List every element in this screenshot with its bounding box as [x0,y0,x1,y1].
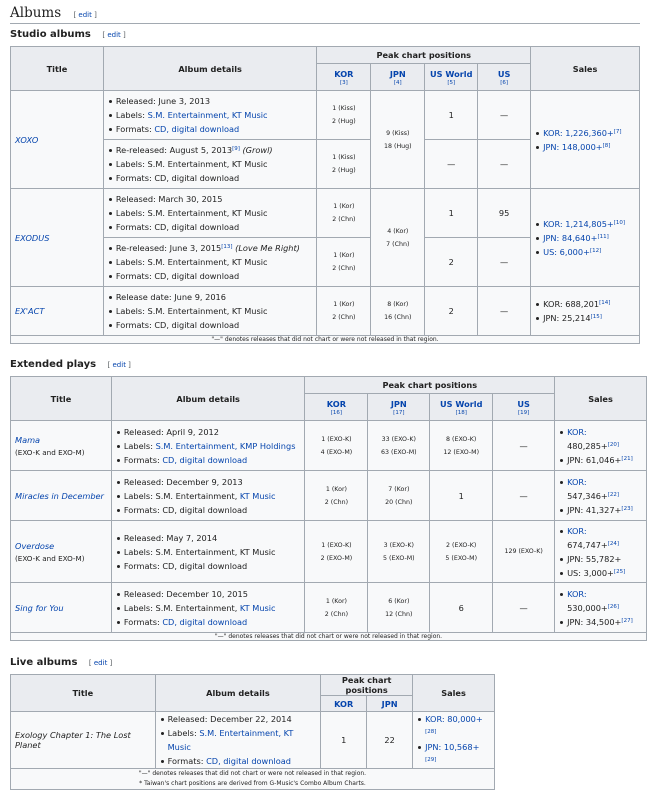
detail-released: Release date: June 9, 2016 [116,290,313,304]
sales-item: JPN: 34,500+[27] [567,615,642,629]
album-details [111,471,305,521]
detail-released: Released: December 9, 2013 [124,475,301,489]
studio-albums-table [10,46,640,344]
chart-us-world: 1 [425,91,478,140]
sales-cell [555,421,647,471]
table-row [11,287,640,336]
detail-formats: Formats: CD, digital download [124,615,301,629]
chart-jpn: 6 (Kor) 12 (Chn) [368,583,430,633]
edit-link[interactable]: edit [107,31,121,39]
chart-jpn: 7 (Kor) 20 (Chn) [368,471,430,521]
sales-item: KOR: 480,285+[20] [567,425,642,453]
detail-labels: Labels: S.M. Entertainment, KT Music [124,489,301,503]
region-label[interactable]: KOR [334,68,354,79]
album-note: (EXO-K and EXO-M) [15,553,85,563]
table-footnote: "—" denotes releases that did not chart or were not released in that region. [11,633,647,641]
album-title-link[interactable]: Miracles in December [15,490,104,501]
col-header-peak: Peak chart positions [321,675,413,696]
sales-cell [555,583,647,633]
detail-released: Re-released: June 3, 2015[13] (Love Me Right) [116,241,313,255]
ref-link[interactable]: [6] [500,79,509,86]
table-footnote [11,769,495,790]
chart-us-world: 2 (EXO-K) 5 (EXO-M) [430,521,493,583]
col-header-peak: Peak chart positions [317,47,531,64]
col-header-title: Title [11,47,104,91]
ref-link[interactable]: [13] [221,244,233,250]
region-label[interactable]: JPN [390,398,407,409]
detail-labels: Labels: S.M. Entertainment, KT Music [116,206,313,220]
detail-formats: Formats: CD, digital download [116,220,313,234]
detail-labels: Labels: S.M. Entertainment, KT Music [116,108,313,122]
col-header-details: Album details [111,377,305,421]
subsection-title: Studio albums [10,29,91,40]
sales-item: KOR: 688,201[14] [543,297,635,311]
footnote-line: * Taiwan's chart positions are derived from G-Music's Combo Album Charts. [139,780,366,787]
sales-item: JPN: 41,327+[23] [567,503,642,517]
album-title-cell [11,521,112,583]
detail-formats: Formats: CD, digital download [116,171,313,185]
ref-link[interactable]: [11] [597,233,609,240]
format-link[interactable]: CD, digital download [206,756,291,766]
sales-cell [555,471,647,521]
ref-link[interactable]: [25] [613,568,626,575]
sales-cell [531,91,640,189]
detail-formats: Formats: CD, digital download [116,269,313,283]
chart-kor: 1 (Kor) 2 (Chn) [317,189,371,238]
sales-item: US: 3,000+[25] [567,566,642,580]
ref-link[interactable]: [27] [621,617,633,624]
detail-released: Released: April 9, 2012 [124,425,301,439]
table-row [11,521,647,583]
detail-labels: Labels: S.M. Entertainment, KMP Holdings [124,439,301,453]
sales-item: JPN: 10,568+[29] [425,740,490,768]
ref-link[interactable]: [21] [621,455,633,462]
album-title-cell [11,583,112,633]
chart-us: — [478,140,531,189]
chart-kor: 1 (Kiss) 2 (Hug) [317,140,371,189]
album-title-link[interactable]: Mama [15,434,41,445]
album-details [111,521,305,583]
ref-link[interactable]: [18] [455,409,467,416]
album-details [103,287,317,336]
chart-kor: 1 (EXO-K) 4 (EXO-M) [305,421,368,471]
ref-link[interactable]: [15] [590,314,602,320]
ref-link[interactable]: [17] [393,409,405,416]
detail-released: Released: June 3, 2013 [116,94,313,108]
sales-item: US: 6,000+[12] [543,245,635,259]
edit-link-container: [ edit ] [102,31,126,39]
album-title-link[interactable]: XOXO [11,91,104,189]
sales-item: JPN: 84,640+[11] [543,231,635,245]
col-header-details: Album details [155,675,321,712]
sales-item: JPN: 25,214[15] [543,311,635,325]
ref-link[interactable]: [24] [607,540,620,547]
chart-kor: 1 (Kor) 2 (Chn) [317,287,371,336]
detail-formats: Formats: CD, digital download [124,453,301,467]
subsection-title: Live albums [10,657,78,668]
edit-link[interactable]: edit [78,11,92,19]
col-header-sales: Sales [531,47,640,91]
chart-us: 129 (EXO-K) [493,521,555,583]
detail-formats: Formats: CD, digital download [124,503,301,517]
chart-jpn: 33 (EXO-K) 63 (EXO-M) [368,421,430,471]
col-header-jpn [368,394,430,421]
section-title: Albums [10,5,62,21]
chart-us: 95 [478,189,531,238]
detail-released: Re-released: August 5, 2013[9] (Growl) [116,143,313,157]
chart-us-world: — [425,140,478,189]
chart-us-world: 1 [430,471,493,521]
col-header-title: Title [11,675,156,712]
chart-us-world: 2 [425,287,478,336]
chart-us: — [478,287,531,336]
region-label[interactable]: US World [429,68,473,79]
table-row [11,471,647,521]
col-header-jpn [367,696,413,712]
label-link[interactable]: KT Music [239,602,276,613]
col-header-sales: Sales [555,377,647,421]
chart-us-world: 2 [425,238,478,287]
col-header-us-world [430,394,493,421]
ref-link[interactable]: [19] [517,409,530,416]
ref-link[interactable]: [4] [393,79,402,86]
section-heading-albums [10,2,640,24]
subsection-heading-studio [10,29,640,40]
album-title-cell [11,471,112,521]
ref-link[interactable]: [7] [613,128,622,135]
album-title: Exology Chapter 1: The Lost Planet [11,712,156,769]
region-label[interactable]: KOR [334,698,354,709]
ref-link[interactable]: [10] [613,219,626,226]
col-header-kor [321,696,367,712]
format-link[interactable]: CD, digital download [154,124,240,134]
detail-labels: Labels: S.M. Entertainment, KT Music [168,726,317,754]
ref-link[interactable]: [5] [447,79,456,86]
detail-labels: Labels: S.M. Entertainment, KT Music [116,304,313,318]
detail-released: Released: December 22, 2014 [168,712,317,726]
edit-link[interactable]: edit [93,659,108,667]
sales-item: KOR: 1,214,805+[10] [543,217,635,231]
edit-link-container: [ edit ] [107,361,131,369]
chart-kor: 1 (Kiss) 2 (Hug) [317,91,371,140]
region-label[interactable]: JPN [381,698,398,709]
ref-link[interactable]: [3] [339,79,348,86]
detail-labels: Labels: S.M. Entertainment, KT Music [124,601,301,615]
edit-link-container: [ edit ] [88,659,113,667]
ref-link[interactable]: [8] [602,142,611,149]
sales-item: JPN: 55,782+ [567,552,642,566]
album-title-link[interactable]: EXODUS [11,189,104,287]
detail-labels: Labels: S.M. Entertainment, KT Music [116,157,313,171]
ref-link[interactable]: [12] [589,247,602,254]
sales-item: KOR: 1,226,360+[7] [543,126,635,140]
chart-us: — [478,238,531,287]
region-label[interactable]: JPN [389,68,406,79]
chart-jpn: 8 (Kor) 16 (Chn) [371,287,425,336]
chart-us: — [478,91,531,140]
chart-us: — [493,471,555,521]
col-header-sales: Sales [413,675,495,712]
detail-labels: Labels: S.M. Entertainment, KT Music [124,545,301,559]
sales-cell [531,287,640,336]
album-title-link[interactable]: EX'ACT [11,287,104,336]
sales-item: KOR: 530,000+[26] [567,587,642,615]
detail-released: Released: March 30, 2015 [116,192,313,206]
sales-item: JPN: 148,000+[8] [543,140,635,154]
col-header-title: Title [11,377,112,421]
label-link[interactable]: S.M. Entertainment, KT Music [167,728,294,752]
detail-released: Released: May 7, 2014 [124,531,301,545]
chart-jpn: 4 (Kor) 7 (Chn) [371,189,425,287]
extended-plays-table [10,376,647,641]
album-title-link[interactable]: Sing for You [15,602,64,613]
chart-us-world: 6 [430,583,493,633]
subsection-heading-eps [10,359,640,370]
subsection-title: Extended plays [10,359,97,370]
detail-formats: Formats: CD, digital download [168,754,317,768]
format-link[interactable]: CD, digital download [162,454,248,465]
live-albums-table [10,674,495,790]
col-header-us [493,394,555,421]
table-row [11,91,640,140]
chart-kor: 1 [321,712,367,769]
sales-item: JPN: 61,046+[21] [567,453,642,467]
album-title-link[interactable]: Overdose [15,540,55,551]
detail-formats: Formats: CD, digital download [116,122,313,136]
ref-link[interactable]: [26] [607,603,620,610]
ref-link[interactable]: [23] [621,505,633,512]
footnote-line: "—" denotes releases that did not chart or were not released in that region. [138,770,367,777]
chart-us-world: 1 [425,189,478,238]
region-label[interactable]: US [517,398,530,409]
sales-item: KOR: 674,747+[24] [567,524,642,552]
col-header-us [478,64,531,91]
region-label[interactable]: US [497,68,511,79]
col-header-jpn [371,64,425,91]
edit-link-container: [ edit ] [73,11,97,19]
detail-formats: Formats: CD, digital download [116,318,313,332]
sales-item: KOR: 80,000+[28] [425,712,490,740]
album-details [103,140,317,189]
chart-us: — [493,421,555,471]
ref-link[interactable]: [20] [607,441,620,448]
ref-link[interactable]: [22] [607,491,620,498]
format-link[interactable]: CD, digital download [162,616,248,627]
table-row [11,712,495,769]
sales-cell [531,189,640,287]
chart-us: — [493,583,555,633]
chart-kor: 1 (Kor) 2 (Chn) [305,471,368,521]
album-details [103,91,317,140]
album-title-cell [11,421,112,471]
col-header-us-world [425,64,478,91]
label-link[interactable]: KT Music [239,490,276,501]
album-note: (EXO-K and EXO-M) [15,447,85,457]
col-header-kor [317,64,371,91]
region-label[interactable]: KOR [326,398,347,409]
col-header-peak: Peak chart positions [305,377,555,394]
edit-link[interactable]: edit [112,361,126,369]
ref-link[interactable]: [28] [425,729,437,735]
col-header-details: Album details [103,47,317,91]
detail-released: Released: December 10, 2015 [124,587,301,601]
sales-cell [413,712,495,769]
album-details [111,421,305,471]
ref-link[interactable]: [14] [599,300,611,306]
table-row [11,421,647,471]
detail-labels: Labels: S.M. Entertainment, KT Music [116,255,313,269]
chart-jpn: 3 (EXO-K) 5 (EXO-M) [368,521,430,583]
album-details [111,583,305,633]
chart-us-world: 8 (EXO-K) 12 (EXO-M) [430,421,493,471]
subsection-heading-live [10,657,640,668]
region-label[interactable]: US World [439,398,483,409]
chart-kor: 1 (Kor) 2 (Chn) [317,238,371,287]
table-row [11,189,640,238]
table-footnote: "—" denotes releases that did not chart or were not released in that region. [11,336,640,344]
ref-link[interactable]: [16] [330,409,343,416]
label-link[interactable]: S.M. Entertainment, KMP Holdings [155,440,296,451]
sales-cell [555,521,647,583]
album-details [155,712,321,769]
label-link[interactable]: S.M. Entertainment, KT Music [147,110,268,120]
ref-link[interactable]: [29] [425,757,437,763]
sales-item: KOR: 547,346+[22] [567,475,642,503]
col-header-kor [305,394,368,421]
album-details [103,189,317,238]
chart-kor: 1 (EXO-K) 2 (EXO-M) [305,521,368,583]
chart-jpn: 9 (Kiss) 18 (Hug) [371,91,425,189]
ref-link[interactable]: [9] [232,146,240,152]
chart-jpn: 22 [367,712,413,769]
album-details [103,238,317,287]
chart-kor: 1 (Kor) 2 (Chn) [305,583,368,633]
detail-formats: Formats: CD, digital download [124,559,301,573]
table-row [11,583,647,633]
